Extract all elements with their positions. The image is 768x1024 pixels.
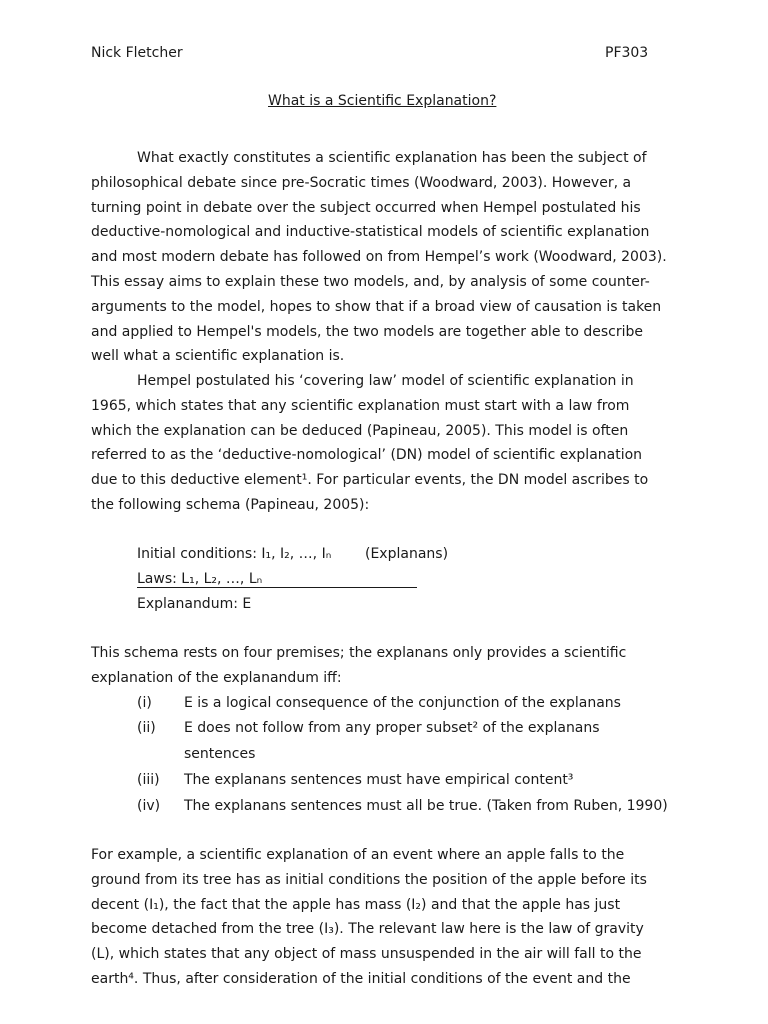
paragraph-4 xyxy=(91,843,681,992)
premise-text: E does not follow from any proper subset² of the explanans xyxy=(184,720,600,736)
premise-number: (iii) xyxy=(137,772,160,788)
paragraph-line: turning point in debate over the subject occurred when Hempel postulated his xyxy=(91,199,641,216)
paragraph-line: ground from its tree has as initial conditions the position of the apple before its xyxy=(91,871,647,888)
paragraph-line: become detached from the tree (I₃). The relevant law here is the law of gravity xyxy=(91,921,644,938)
paragraph-line: which the explanation can be deduced (Papineau, 2005). This model is often xyxy=(91,422,629,439)
paragraph-1 xyxy=(91,146,681,369)
paragraph-2 xyxy=(91,369,681,518)
paragraph-line: What exactly constitutes a scientific explanation has been the subject of xyxy=(137,150,647,166)
premise-number: (i) xyxy=(137,695,152,711)
premise-text-continued: sentences xyxy=(184,746,256,762)
premise-text: E is a logical consequence of the conjunction of the explanans xyxy=(184,695,621,711)
paragraph-line: and most modern debate has followed on from Hempel’s work (Woodward, 2003). xyxy=(91,249,667,266)
paragraph-3 xyxy=(91,641,681,691)
paragraph-line: For example, a scientific explanation of an event where an apple falls to the xyxy=(91,847,625,863)
header-author: Nick Fletcher xyxy=(91,45,183,61)
paragraph-line: explanation of the explanandum iff: xyxy=(91,669,342,686)
paragraph-line: This schema rests on four premises; the explanans only provides a scientific xyxy=(91,645,627,661)
document-title: What is a Scientific Explanation? xyxy=(268,93,497,109)
schema-laws xyxy=(137,567,417,592)
paragraph-line: referred to as the ‘deductive-nomological’ (DN) model of scientific explanation xyxy=(91,447,643,464)
schema-laws-text: Laws: L₁, L₂, …, Lₙ xyxy=(137,572,417,588)
premise-text: The explanans sentences must have empirical content³ xyxy=(184,772,574,788)
paragraph-line: decent (I₁), the fact that the apple has mass (I₂) and that the apple has just xyxy=(91,896,621,913)
paragraph-line: earth⁴. Thus, after consideration of the initial conditions of the event and the xyxy=(91,970,631,987)
paragraph-line: (L), which states that any object of mass unsuspended in the air will fall to the xyxy=(91,946,642,963)
schema-initial-conditions: Initial conditions: I₁, I₂, …, Iₙ xyxy=(137,546,332,562)
paragraph-line: deductive-nomological and inductive-statistical models of scientific explanation xyxy=(91,224,650,241)
premise-text: The explanans sentences must all be true. (Taken from Ruben, 1990) xyxy=(184,798,668,814)
paragraph-line: 1965, which states that any scientific explanation must start with a law from xyxy=(91,397,630,414)
header-course: PF303 xyxy=(605,45,649,61)
premise-number: (iv) xyxy=(137,798,161,814)
paragraph-line: due to this deductive element¹. For particular events, the DN model ascribes to xyxy=(91,472,649,489)
schema-explanandum: Explanandum: E xyxy=(137,596,252,612)
paragraph-line: well what a scientific explanation is. xyxy=(91,348,345,365)
paragraph-line: Hempel postulated his ‘covering law’ model of scientific explanation in xyxy=(137,373,634,389)
paragraph-line: and applied to Hempel's models, the two models are together able to describe xyxy=(91,323,644,340)
paragraph-line: the following schema (Papineau, 2005): xyxy=(91,496,370,513)
premise-number: (ii) xyxy=(137,720,156,736)
paragraph-line: arguments to the model, hopes to show that if a broad view of causation is taken xyxy=(91,298,662,315)
paragraph-line: This essay aims to explain these two models, and, by analysis of some counter- xyxy=(91,273,650,290)
schema-explanans-label: (Explanans) xyxy=(365,546,449,562)
paragraph-line: philosophical debate since pre-Socratic times (Woodward, 2003). However, a xyxy=(91,174,632,191)
